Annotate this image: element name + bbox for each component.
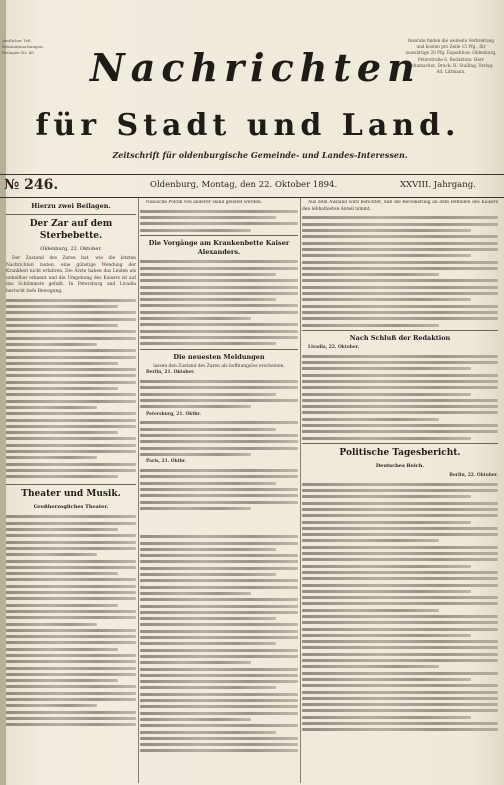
- text-lines: [140, 380, 298, 408]
- dateline-bar: [0, 174, 504, 198]
- column-rule: [300, 198, 301, 783]
- text-lines: [140, 210, 298, 232]
- column-2-continued: [140, 532, 298, 780]
- column-rule: [138, 198, 139, 783]
- article-headline: Der Zar auf dem Sterbebette.: [29, 219, 113, 241]
- column-3: [302, 200, 498, 780]
- text-lines: [140, 535, 298, 752]
- article-body: Der Zustand des Zaren hat, wie die letzten Nachrichten lauten, eine günstige Wendung der Krankheit nicht erfahren. Die Ärzte haben das Leiden als unheilbar erkannt und die Umgebung des Kaisers ist auf das Schlimmste gefaßt. In Petersburg und Livadia herrscht tiefe Bewegung.: [6, 256, 136, 294]
- article-intro: russische Politik von anderer Hand geleitet werden.: [146, 200, 263, 205]
- text-lines: [302, 355, 498, 440]
- city-dateline: Petersburg, 21. Oktbr.: [146, 411, 201, 417]
- city-dateline: Berlin, 22. Oktober.: [449, 472, 498, 478]
- article-headline: Die Vorgänge am Krankenbette Kaiser Alexanders.: [148, 239, 290, 257]
- masthead-subtitle-line: für Stadt und Land.: [35, 108, 461, 143]
- section-heading-theater: Theater und Musik.: [21, 489, 121, 500]
- text-lines: [140, 469, 298, 510]
- divider: [140, 235, 298, 236]
- divider: [302, 330, 498, 331]
- masthead-title: Nachrichten: [90, 45, 421, 90]
- header-right-notice: Inserate finden die weiteste Verbreitung und kosten pro Zeile 15 Pfg., für auswärtige 20 Pfg. Expedition: Oldenburg, Peterstraße 6. Redaktion: Herr Schumacher, Druck: H. Stalling, Verlag: Ad. Littmann.: [405, 38, 497, 75]
- city-dateline: Livadia, 22. Oktober.: [308, 344, 360, 350]
- article-subline: lassen den Zustand des Zaren als hoffnungslos erscheinen.: [153, 363, 285, 369]
- section-heading-politics: Politische Tagesbericht.: [339, 447, 461, 458]
- issue-year: XXVIII. Jahrgang.: [400, 180, 476, 190]
- divider: [6, 484, 136, 485]
- late-news-heading: Nach Schluß der Redaktion: [349, 333, 451, 342]
- column-2: [140, 200, 298, 530]
- section-subheading: Großherzogliches Theater.: [33, 504, 109, 511]
- divider: [6, 214, 136, 215]
- text-lines: [302, 483, 498, 732]
- city-dateline: Paris, 21. Oktbr.: [146, 459, 187, 465]
- divider: [140, 349, 298, 350]
- text-lines: [302, 216, 498, 326]
- article-text-lines: [6, 299, 136, 478]
- text-lines: [140, 260, 298, 345]
- city-dateline: Berlin, 21. Oktober.: [146, 370, 195, 376]
- divider: [302, 443, 498, 444]
- masthead-tagline: Zeitschrift für oldenburgische Gemeinde- und Landes-Interessen.: [112, 150, 408, 160]
- article-intro: Aus dem Ausland wird berichtet, daß die Bevölkerung an dem Befinden des Kaisers den lebhaftesten Anteil nimmt.: [302, 200, 498, 212]
- article-headline: Die neuesten Meldungen: [173, 352, 265, 361]
- header-left-notice: Amtlicher Teil. Bekanntmachungen. Beilagen Nr. 46.: [2, 38, 44, 55]
- article-dateline: Oldenburg, 22. Oktober.: [40, 246, 102, 252]
- column-1: [6, 200, 136, 780]
- issue-date: Oldenburg, Montag, den 22. Oktober 1894.: [150, 180, 338, 190]
- section-subheading: Deutsches Reich.: [375, 462, 425, 469]
- text-lines: [140, 421, 298, 455]
- supplement-note: Hierzu zwei Beilagen.: [31, 202, 111, 210]
- issue-number: № 246.: [4, 177, 59, 193]
- theater-text-lines: [6, 515, 136, 726]
